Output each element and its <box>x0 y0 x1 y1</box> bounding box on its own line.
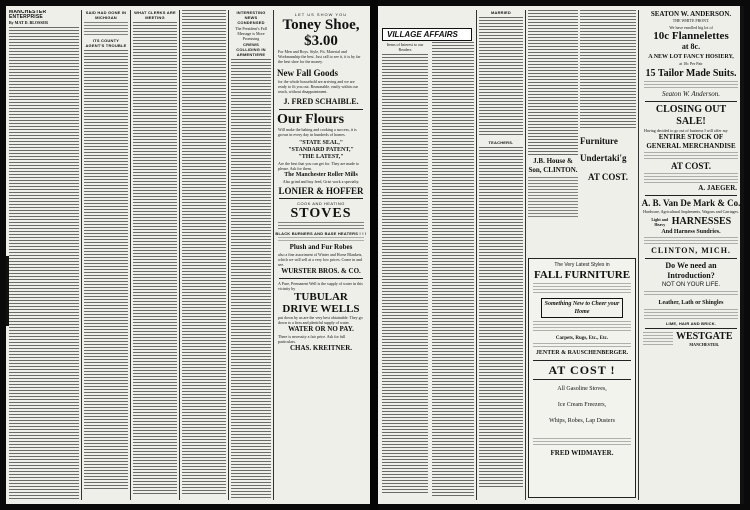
westgate-name: WESTGATE <box>676 331 733 342</box>
wells-body: put down by us are the very best obtainable. They go down to a firm and plentiful supply of water. <box>278 315 363 325</box>
column-rule <box>476 10 477 500</box>
column-headline: INTERESTING NEWS CONDENSED <box>236 10 266 25</box>
wells-note: There is necessity a fair price. Ask for full particulars. <box>278 334 346 344</box>
right-column-2 <box>432 42 474 500</box>
village-affairs-title: VILLAGE AFFAIRS <box>382 28 472 41</box>
column-headline: MARRIED <box>490 10 512 15</box>
closing-at-cost: AT COST. <box>670 161 711 171</box>
ad-text <box>644 173 738 183</box>
ad-divider <box>645 258 737 259</box>
stoves-lead: COOK AND HEATING <box>297 201 345 206</box>
furniture-ad <box>580 136 636 236</box>
column-rule <box>130 10 131 500</box>
tailor-suits: 15 Tailor Made Suits. <box>645 68 737 79</box>
carpets-line: Carpets, Rugs, Etc., Etc. <box>555 336 609 341</box>
wells-title-1: TUBULAR <box>294 291 348 303</box>
column-text <box>479 147 523 487</box>
toney-lead: LET US SHOW YOU <box>294 12 348 17</box>
jenter-rauschenberger-ad <box>528 258 636 498</box>
merchant-lonier: LONIER & HOFFER <box>278 186 364 196</box>
gasoline-stoves: All Gasoline Stoves, <box>557 386 607 392</box>
right-newspaper-page <box>378 6 744 504</box>
flour-brand-3: "THE LATEST," <box>298 154 344 160</box>
column-kicker: CREWS COLLIDING IN ARMENTIERE <box>236 42 266 57</box>
mill-note: Also grind and buy feed, Grist work a specialty. <box>282 179 360 184</box>
byline: By MAT D. BLOSSER <box>9 20 48 25</box>
merchant-jaeger: A. JAEGER. <box>698 184 737 192</box>
column-rule <box>525 10 526 500</box>
column-headline: TEACHERS. <box>488 140 514 145</box>
column-text <box>84 50 128 490</box>
westgate-town: MANCHESTER. <box>689 342 720 347</box>
wells-lead: A Pure, Permanent Well is the supply of water in this vicinity by <box>278 281 363 291</box>
stoves-title: STOVES <box>290 206 352 221</box>
leather-line: Leather, Lath or Shingles <box>658 300 724 306</box>
hosiery-title: A NEW LOT FANCY HOSIERY, <box>648 54 734 60</box>
ad-divider <box>645 328 737 329</box>
ad-divider <box>533 379 631 380</box>
closing-note: Having decided to go out of business I will offer my <box>644 128 728 133</box>
fall-furniture-title: FALL FURNITURE <box>533 269 631 281</box>
flours-title: Our Flours <box>277 112 345 127</box>
merchant-widmayer: FRED WIDMAYER. <box>550 449 614 457</box>
harness-lead: Light and Heavy <box>651 217 669 227</box>
left-column-2 <box>84 10 128 500</box>
ad-text <box>533 283 631 295</box>
ad-divider <box>645 101 737 102</box>
not-on-your-life: NOT ON YOUR LIFE. <box>661 282 721 288</box>
masthead: MANCHESTER ENTERPRISE <box>9 10 47 20</box>
column-subhead: The President's Fall Message is More Promising <box>235 26 267 41</box>
left-column-4 <box>182 10 226 500</box>
vandemark-title: A. B. Van De Mark & Co. <box>641 198 741 208</box>
lime-hair-brick: LIME, HAIR AND BRICK. <box>665 321 717 326</box>
column-rule <box>273 10 274 500</box>
clinton-mich: CLINTON, MICH. <box>651 246 731 255</box>
column-rule <box>179 10 180 500</box>
left-column-5 <box>231 10 271 500</box>
stoves-kicker: BLACK BURNERS AND BASE HEATERS ! ! ! <box>275 231 367 236</box>
advertising-column <box>275 10 367 500</box>
at-cost-banner: AT COST ! <box>548 363 616 377</box>
merchant-wurster: WURSTER BROS. & CO. <box>281 267 361 275</box>
page-gutter <box>370 0 378 510</box>
right-column-1 <box>382 42 428 500</box>
section-subtitle: Items of Interest to our Readers <box>386 42 424 52</box>
vandemark-sub: Hardware, Agricultural Implements, Wagons and Carriages. <box>643 209 739 214</box>
column-rule <box>638 10 639 500</box>
flour-brand-2: "STANDARD PATENT," <box>288 147 354 153</box>
ad-text <box>644 152 738 160</box>
column-rule <box>81 10 82 500</box>
column-text <box>133 22 177 496</box>
ad-text <box>533 438 631 446</box>
furniture-title: Furniture <box>580 136 618 146</box>
page-edge-shadow <box>6 256 9 326</box>
column-text <box>382 54 428 494</box>
ad-text <box>644 81 738 89</box>
merchant-kreitner: CHAS. KREITNER. <box>289 344 353 352</box>
left-column-3 <box>133 10 177 500</box>
left-newspaper-page <box>6 6 370 504</box>
robes-body: also a fine assortment of Winter and Horse Blankets, which we will sell at a very low prices. Come in and see. <box>278 252 363 267</box>
merchant-house: J.B. House & Son, CLINTON. <box>528 157 578 174</box>
column-text <box>528 177 578 217</box>
fall-furniture-lead: The Very Latest Styles in <box>554 262 610 268</box>
general-merchandise: GENERAL MERCHANDISE <box>646 142 736 150</box>
entire-stock: ENTIRE STOCK OF <box>658 133 724 141</box>
ad-divider <box>645 195 737 196</box>
roller-mills: The Manchester Roller Mills <box>284 172 358 178</box>
column-text <box>9 27 79 500</box>
harnesses-title: HARNESSES <box>671 216 732 227</box>
column-text <box>231 59 271 500</box>
ad-text <box>533 343 631 348</box>
ad-text <box>278 222 364 230</box>
whips-robes: Whips, Robes, Lap Dusters <box>549 418 615 424</box>
harness-row <box>641 216 741 228</box>
left-column-1 <box>9 10 79 500</box>
wells-title-2: DRIVE WELLS <box>282 303 360 315</box>
cheer-home-banner: Something New to Cheer your Home <box>541 298 623 318</box>
flannel-title: 10c Flannelettes <box>653 30 729 42</box>
wells-kicker: WATER OR NO PAY. <box>288 325 354 333</box>
seaton-signature: Seaton W. Anderson. <box>662 90 720 98</box>
right-column-3 <box>479 10 523 500</box>
ad-divider <box>279 278 363 279</box>
at-cost-title: AT COST. <box>587 172 628 182</box>
flannel-lead: We have enrolled big lot of <box>669 25 713 30</box>
column-headline: SAID HAD GONE IN MICHIGAN <box>85 10 127 20</box>
column-headline: WHAT CLERKS ARE MEETING <box>134 10 176 20</box>
merchant-schaible: J. FRED SCHAIBLE. <box>283 97 359 106</box>
flannel-price: at 8c. <box>681 42 701 51</box>
westgate-row <box>641 331 741 347</box>
toney-title: Toney Shoe, $3.00 <box>282 17 360 49</box>
right-ad-column <box>641 10 741 500</box>
ad-text <box>643 332 673 346</box>
ad-text <box>644 309 738 319</box>
merchant-jenter: JENTER & RAUSCHENBERGER. <box>535 350 629 356</box>
fall-goods-title: New Fall Goods <box>277 68 339 78</box>
ice-cream-freezers: Ice Cream Freezers, <box>557 402 607 408</box>
column-text <box>84 22 128 36</box>
right-column-5 <box>580 10 636 130</box>
ad-text <box>278 237 364 242</box>
robes-title: Plush and Fur Robes <box>289 243 353 251</box>
column-text <box>580 10 636 128</box>
column-text <box>528 10 578 155</box>
flour-brand-1: "STATE SEAL," <box>298 140 344 146</box>
ad-divider <box>279 109 363 110</box>
column-rule <box>228 10 229 500</box>
closing-sale-title: CLOSING OUT SALE! <box>655 104 727 127</box>
ad-text <box>644 237 738 245</box>
ad-divider <box>279 198 363 199</box>
undertaking-title: Undertaki'g <box>580 153 627 163</box>
harness-sundries: And Harness Sundries. <box>661 229 721 235</box>
flours-body: Will make the baking and cooking a success, it is grown in every day in hundreds of homes. <box>278 127 357 137</box>
column-text <box>432 42 474 496</box>
ad-text <box>644 291 738 297</box>
fall-goods-body: for the whole household are arriving and we are ready to fit you out. Reasonable, easily within our reach, without disappointment. <box>278 79 358 94</box>
column-text <box>182 10 226 496</box>
flours-note: Are the best that you can get for. They are made to please. Ask for them. <box>278 161 360 171</box>
ad-text <box>533 321 631 333</box>
page-edge-shadow <box>740 6 744 504</box>
hosiery-price: at 10c Per Pair <box>679 61 703 66</box>
column-text <box>479 17 523 137</box>
introduction-title: Do We need an Introduction? <box>665 261 717 280</box>
seaton-name: SEATON W. ANDERSON. <box>650 10 732 18</box>
seaton-sub: THE WHITE FRONT. <box>672 18 710 23</box>
toney-body: For Men and Boys. Style, Fit, Material and Workmanship the best. Just call to see it, it is by far the best shoe for the money. <box>278 49 361 64</box>
column-subhead: ITS COUNTY AGENT'S TROUBLE <box>85 38 127 48</box>
ad-divider <box>533 360 631 361</box>
